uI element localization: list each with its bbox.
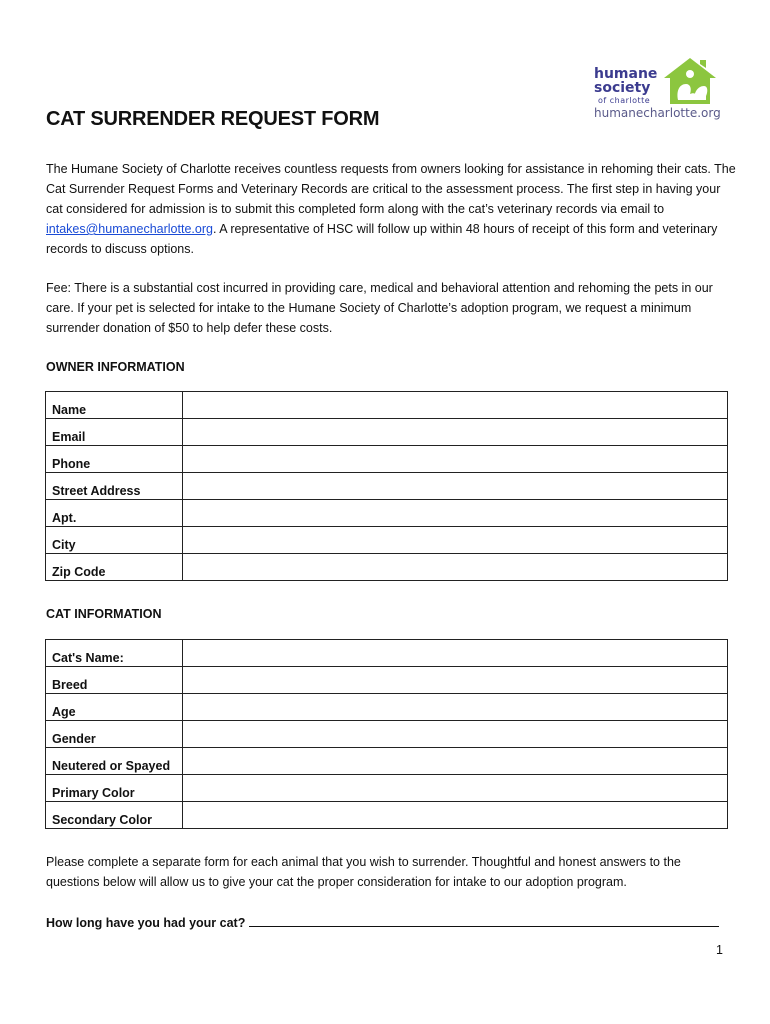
logo-url: humanecharlotte.org	[594, 106, 721, 120]
owner-label-apt: Apt.	[46, 500, 183, 527]
logo-line-2: society	[594, 80, 651, 96]
owner-info-table	[45, 391, 728, 581]
table-row	[46, 694, 728, 721]
fee-paragraph: Fee: There is a substantial cost incurred in providing care, medical and behavioral attention and rehoming the pets in our care. If your pet is selected for intake to the Humane Society of Charlotte’s adoption program, we request a minimum surrender donation of $50 to help defer these costs.	[46, 281, 713, 335]
owner-zip-field[interactable]	[183, 554, 728, 581]
cat-primary-color-field[interactable]	[183, 775, 728, 802]
instructions-paragraph: Please complete a separate form for each animal that you wish to surrender. Thoughtful and honest answers to the questions below will allow us to give your cat the proper consideration for intake to our adoption program.	[46, 855, 681, 889]
cat-gender-field[interactable]	[183, 721, 728, 748]
owner-label-city: City	[46, 527, 183, 554]
intakes-email-link[interactable]: intakes@humanecharlotte.org	[46, 222, 213, 236]
cat-breed-field[interactable]	[183, 667, 728, 694]
owner-label-street: Street Address	[46, 473, 183, 500]
table-row	[46, 775, 728, 802]
cat-secondary-color-field[interactable]	[183, 802, 728, 829]
cat-label-neutered: Neutered or Spayed	[46, 748, 183, 775]
cat-label-breed: Breed	[46, 667, 183, 694]
cat-label-age: Age	[46, 694, 183, 721]
cat-neutered-field[interactable]	[183, 748, 728, 775]
table-row	[46, 419, 728, 446]
table-row	[46, 446, 728, 473]
owner-street-field[interactable]	[183, 473, 728, 500]
owner-city-field[interactable]	[183, 527, 728, 554]
table-row	[46, 500, 728, 527]
logo-line-3: of charlotte	[598, 96, 651, 105]
cat-info-table	[45, 639, 728, 829]
table-row	[46, 802, 728, 829]
owner-email-field[interactable]	[183, 419, 728, 446]
humane-society-logo	[594, 54, 724, 124]
table-row	[46, 721, 728, 748]
owner-name-field[interactable]	[183, 392, 728, 419]
owner-section-title: OWNER INFORMATION	[46, 360, 185, 374]
logo-line-1: humane	[594, 66, 658, 82]
cat-label-secondary-color: Secondary Color	[46, 802, 183, 829]
table-row	[46, 554, 728, 581]
house-pets-icon	[660, 54, 720, 106]
owner-label-name: Name	[46, 392, 183, 419]
table-row	[46, 748, 728, 775]
owner-label-phone: Phone	[46, 446, 183, 473]
table-row	[46, 527, 728, 554]
table-row	[46, 473, 728, 500]
cat-label-primary-color: Primary Color	[46, 775, 183, 802]
table-row	[46, 392, 728, 419]
question-how-long-answer-line[interactable]	[249, 913, 719, 927]
table-row	[46, 640, 728, 667]
question-how-long-label: How long have you had your cat?	[46, 916, 246, 930]
question-how-long	[46, 913, 719, 930]
owner-label-zip: Zip Code	[46, 554, 183, 581]
cat-label-gender: Gender	[46, 721, 183, 748]
cat-section-title: CAT INFORMATION	[46, 607, 162, 621]
cat-name-field[interactable]	[183, 640, 728, 667]
table-row	[46, 667, 728, 694]
cat-age-field[interactable]	[183, 694, 728, 721]
page-number: 1	[716, 943, 723, 957]
intro-text-before: The Humane Society of Charlotte receives countless requests from owners looking for assistance in rehoming their cats. The Cat Surrender Request Forms and Veterinary Records are critical to the assessment process. The first step in having your cat considered for admission is to submit this completed form along with the cat’s veterinary records via email to	[46, 162, 736, 216]
owner-apt-field[interactable]	[183, 500, 728, 527]
intro-text-after: . A representative of HSC will follow up within 48 hours of receipt of this form and veterinary records to discuss options.	[46, 222, 718, 256]
intro-paragraph	[46, 159, 736, 259]
owner-phone-field[interactable]	[183, 446, 728, 473]
page-title: CAT SURRENDER REQUEST FORM	[46, 108, 380, 130]
cat-label-name: Cat's Name:	[46, 640, 183, 667]
owner-label-email: Email	[46, 419, 183, 446]
